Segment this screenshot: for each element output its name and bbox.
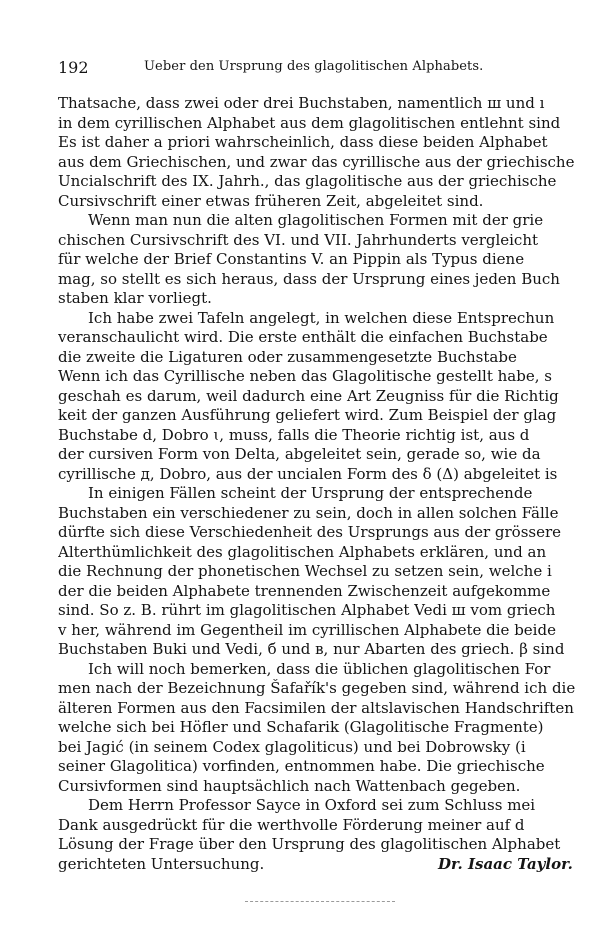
text-line: Es ist daher a priori wahrscheinlich, dass diese beiden Alphabet: [58, 133, 548, 151]
text-line: die zweite die Ligaturen oder zusammengesetzte Buchstabe: [58, 347, 517, 366]
text-line: Buchstaben Buki und Vedi, б und в, nur Abarten des griech. β sind: [58, 640, 565, 658]
text-line: der cursiven Form von Delta, abgeleitet sein, gerade so, wie da: [58, 445, 541, 463]
author-signature: Dr. Isaac Taylor.: [438, 854, 573, 873]
text-line: Uncialschrift des IX. Jahrh., das glagolitische aus der griechische: [58, 172, 557, 190]
text-line: chischen Cursivschrift des VI. und VII. Jahrhunderts vergleicht: [58, 230, 539, 249]
text-line: mag, so stellt es sich heraus, dass der Ursprung eines jeden Buch: [58, 269, 560, 288]
text-line: Dank ausgedrückt für die werthvolle Förderung meiner auf d: [58, 815, 525, 834]
text-line: cyrillische д, Dobro, aus der uncialen Form des δ (Δ) abgeleitet is: [58, 464, 558, 483]
text-line: welche sich bei Höfler und Schafarik (Glagolitische Fragmente): [58, 718, 544, 736]
body-text: [58, 94, 583, 874]
text-line: aus dem Griechischen, und zwar das cyrillische aus der griechische: [58, 152, 575, 171]
text-line-last: [58, 855, 583, 875]
text-line: v her, während im Gegentheil im cyrillischen Alphabete die beide: [58, 620, 556, 639]
text-line: keit der ganzen Ausführung geliefert wird. Zum Beispiel der glag: [58, 406, 557, 424]
text-line: Alterthümlichkeit des glagolitischen Alphabets erklären, und an: [58, 542, 547, 561]
text-line: In einigen Fällen scheint der Ursprung der entsprechende: [88, 484, 533, 502]
text-line: Buchstabe d, Dobro ꙇ, muss, falls die Theorie richtig ist, aus d: [58, 425, 530, 444]
text-line: dürfte sich diese Verschiedenheit des Ursprungs aus der grössere: [58, 523, 562, 541]
text-line: men nach der Bezeichnung Šafařík's gegeben sind, während ich die: [58, 679, 576, 697]
text-line: Cursivschrift einer etwas früheren Zeit, abgeleitet sind.: [58, 191, 484, 210]
text-line: staben klar vorliegt.: [58, 289, 212, 307]
text-line: geschah es darum, weil dadurch eine Art Zeugniss für die Richtig: [58, 386, 559, 405]
text-line: älteren Formen aus den Facsimilen der altslavischen Handschriften: [58, 698, 574, 717]
text-line: sind. So z. B. rührt im glagolitischen Alphabet Vedi ш vom griech: [58, 601, 556, 619]
text-line: Wenn man nun die alten glagolitischen Formen mit der grie: [88, 211, 544, 229]
text-line: für welche der Brief Constantins V. an Pippin als Typus diene: [58, 250, 525, 268]
text-line: Thatsache, dass zwei oder drei Buchstaben, namentlich ш und ı: [58, 94, 545, 112]
text-line: Dem Herrn Professor Sayce in Oxford sei zum Schluss mei: [88, 796, 536, 814]
text-line: bei Jagić (in seinem Codex glagoliticus) und bei Dobrowsky (i: [58, 737, 526, 756]
text-line: Cursivformen sind hauptsächlich nach Wattenbach gegeben.: [58, 776, 521, 795]
text-line: der die beiden Alphabete trennenden Zwischenzeit aufgekomme: [58, 581, 551, 600]
text-line: Lösung der Frage über den Ursprung des glagolitischen Alphabet: [58, 835, 561, 853]
text-line: Wenn ich das Cyrillische neben das Glagolitische gestellt habe, s: [58, 367, 552, 385]
closing-text: gerichteten Untersuchung.: [58, 854, 265, 873]
text-line: Ich will noch bemerken, dass die üblichen glagolitischen For: [88, 659, 551, 678]
text-line: seiner Glagolitica) vorfinden, entnommen habe. Die griechische: [58, 757, 545, 775]
text-line: die Rechnung der phonetischen Wechsel zu setzen sein, welche i: [58, 562, 552, 580]
text-line: Buchstaben ein verschiedener zu sein, doch in allen solchen Fälle: [58, 503, 559, 522]
text-line: Ich habe zwei Tafeln angelegt, in welchen diese Entsprechun: [88, 308, 555, 327]
page-number: 192: [58, 58, 89, 77]
running-title: Ueber den Ursprung des glagolitischen Alphabets.: [144, 59, 484, 74]
text-line: veranschaulicht wird. Die erste enthält die einfachen Buchstabe: [58, 328, 548, 346]
footer-rule: [245, 901, 395, 902]
text-line: in dem cyrillischen Alphabet aus dem glagolitischen entlehnt sind: [58, 113, 561, 132]
